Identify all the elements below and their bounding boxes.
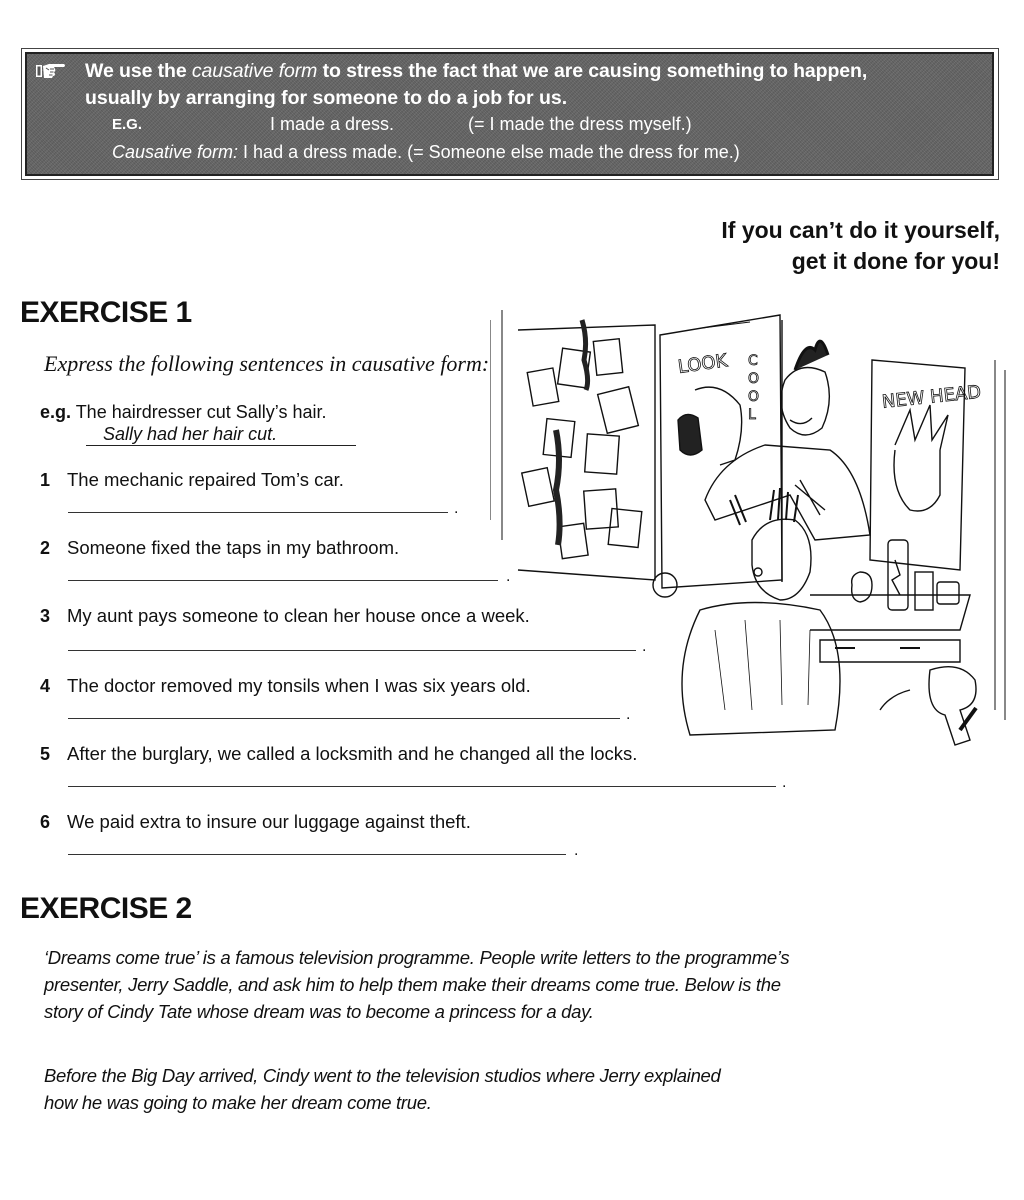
svg-text:NEW HEAD: NEW HEAD: [881, 381, 983, 413]
client-drawing: [653, 488, 840, 735]
exercise2-paragraph-2: [44, 1062, 924, 1116]
exercise2-paragraph-1: [44, 944, 924, 1025]
question-number: 2: [40, 538, 51, 558]
question-text: Someone fixed the taps in my bathroom.: [67, 537, 400, 558]
blank-dot: .: [574, 842, 579, 859]
paragraph-line: story of Cindy Tate whose dream was to become a princess for a day.: [44, 1001, 594, 1022]
exercise2-heading: EXERCISE 2: [20, 892, 192, 925]
slogan-line1: If you can’t do it yourself,: [721, 217, 1000, 243]
slogan-line2: get it done for you!: [791, 248, 1000, 274]
example-note: (= I made the dress myself.): [468, 114, 692, 134]
question-number: 6: [40, 812, 51, 832]
blank-dot: .: [782, 774, 787, 791]
paragraph-line: ‘Dreams come true’ is a famous television programme. People write letters to the programme’s: [44, 947, 790, 968]
svg-text:O: O: [748, 389, 760, 405]
question-number: 1: [40, 470, 51, 490]
svg-text:C: C: [748, 353, 758, 369]
photo-board-drawing: [490, 310, 655, 580]
example-label: E.G.: [112, 116, 143, 133]
blank-dot: .: [506, 568, 511, 585]
answer-blank-5[interactable]: [68, 786, 776, 787]
question-text: The doctor removed my tonsils when I was six years old.: [67, 675, 531, 696]
example-sentence: I made a dress.: [270, 114, 395, 134]
question-number: 5: [40, 744, 51, 764]
example-answer: Sally had her hair cut.: [86, 424, 356, 446]
question-number: 3: [40, 606, 51, 626]
rule-box: [25, 52, 994, 176]
blank-dot: .: [454, 500, 459, 517]
question-text: The mechanic repaired Tom’s car.: [67, 469, 344, 490]
example-row: e.g. The hairdresser cut Sally’s hair.: [40, 402, 327, 422]
paragraph-line: Before the Big Day arrived, Cindy went to the television studios where Jerry explained: [44, 1065, 721, 1086]
mirror-drawing: [660, 315, 782, 588]
exercise1-heading: EXERCISE 1: [20, 296, 192, 329]
question-text: My aunt pays someone to clean her house once a week.: [67, 605, 530, 626]
question-text: After the burglary, we called a locksmith and he changed all the locks.: [67, 743, 638, 764]
svg-text:LOOK: LOOK: [676, 350, 729, 378]
causative-example: Causative form: I had a dress made. (= Someone else made the dress for me.): [112, 142, 740, 162]
hair-salon-illustration: [490, 310, 1024, 750]
answer-blank-6[interactable]: [68, 854, 566, 855]
slogan: [721, 215, 1000, 277]
svg-text:O: O: [748, 371, 760, 387]
rule-text-line1: We use the causative form to stress the fact that we are causing something to happen,: [85, 60, 868, 82]
question-text: We paid extra to insure our luggage against theft.: [67, 811, 471, 832]
question-number: 4: [40, 676, 51, 696]
rule-text-line2: usually by arranging for someone to do a job for us.: [85, 87, 568, 109]
blank-dot: .: [626, 706, 631, 723]
answer-blank-1[interactable]: [68, 512, 448, 513]
answer-blank-2[interactable]: [68, 580, 498, 581]
exercise1-instruction: Express the following sentences in causative form:: [44, 351, 490, 376]
paragraph-line: how he was going to make her dream come true.: [44, 1092, 432, 1113]
svg-text:L: L: [748, 407, 756, 423]
paragraph-line: presenter, Jerry Saddle, and ask him to help them make their dreams come true. Below is the: [44, 974, 781, 995]
blank-dot: .: [642, 638, 647, 655]
pointing-hand-icon: [35, 61, 67, 81]
